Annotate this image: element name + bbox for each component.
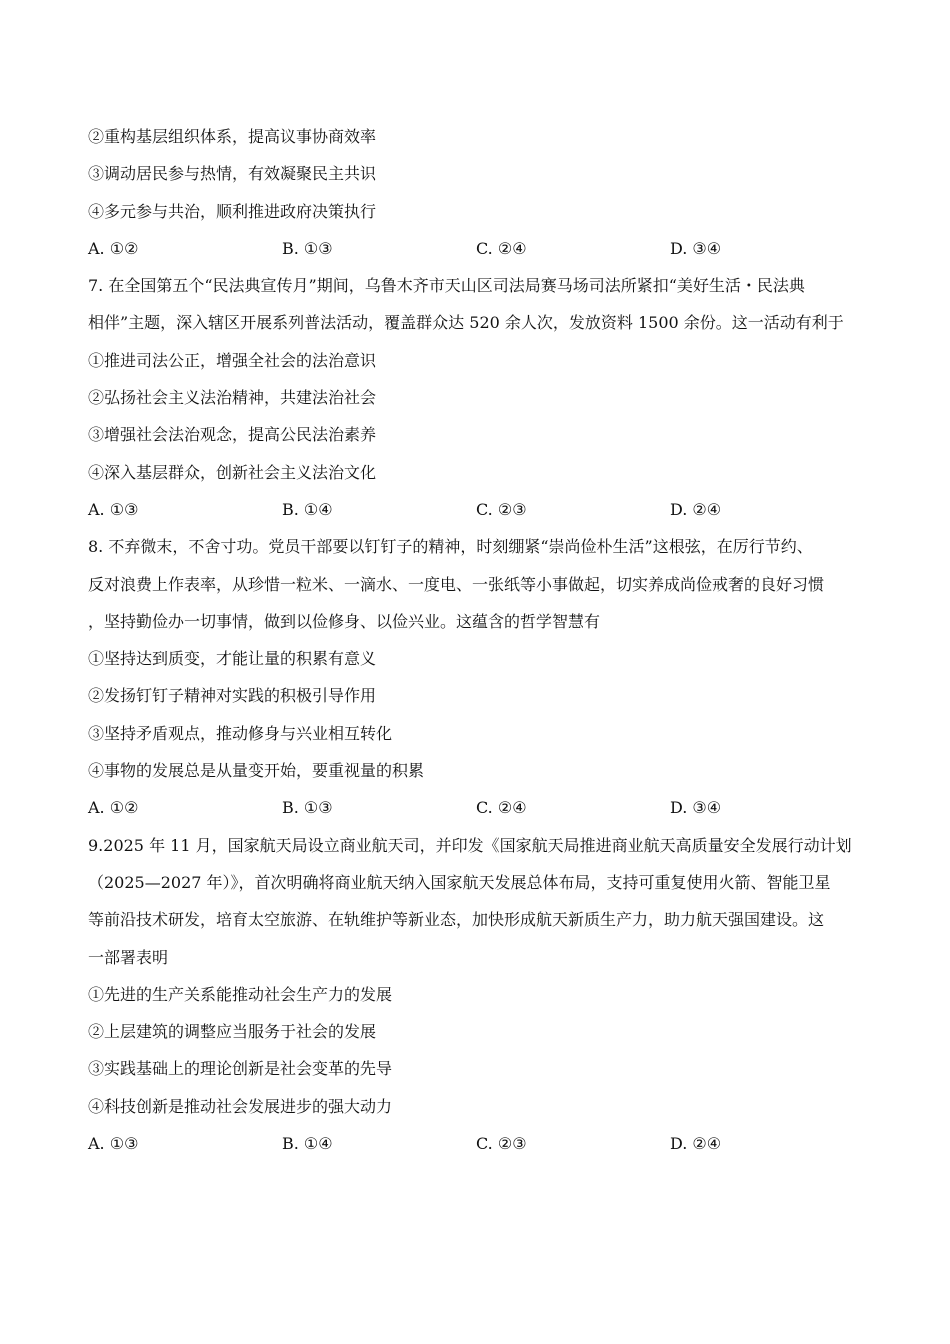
q9-item-4: ④科技创新是推动社会发展进步的强大动力 [88,1096,393,1116]
q8-option-b: B. ①③ [282,798,333,818]
q8-options [88,789,878,826]
q9-item-1: ①先进的生产关系能推动社会生产力的发展 [88,984,393,1004]
question-8 [88,528,878,826]
q8-item-1: ①坚持达到质变，才能让量的积累有意义 [88,649,377,669]
q8-item-2: ②发扬钉钉子精神对实践的积极引导作用 [88,686,377,706]
q9-option-c: C. ②③ [476,1134,527,1154]
q6-option-c: C. ②④ [476,238,527,258]
q9-stem-line-2: （2025—2027 年）》，首次明确将商业航天纳入国家航天发展总体布局，支持可重复使用火箭、智能卫星 [88,872,831,892]
q8-option-a: A. ①② [88,798,139,818]
q6-options [88,230,878,267]
q6-item-4: ④多元参与共治，顺利推进政府决策执行 [88,201,377,221]
q8-option-c: C. ②④ [476,798,527,818]
q8-option-d: D. ③④ [670,798,722,818]
q7-option-b: B. ①④ [282,499,333,519]
q8-stem-line-2: 反对浪费上作表率，从珍惜一粒米、一滴水、一度电、一张纸等小事做起，切实养成尚俭戒奢的良好习惯 [88,574,825,594]
q8-item-3: ③坚持矛盾观点，推动修身与兴业相互转化 [88,723,393,743]
exam-page [88,118,878,1162]
q7-option-a: A. ①③ [88,499,139,519]
q7-item-3: ③增强社会法治观念，提高公民法治素养 [88,425,377,445]
question-9 [88,827,878,1163]
q9-stem-line-4: 一部署表明 [88,947,169,967]
q7-stem-line-1: 7. 在全国第五个“民法典宣传月”期间，乌鲁木齐市天山区司法局赛马场司法所紧扣“美好生活・民法典 [88,276,805,296]
q6-item-3: ③调动居民参与热情，有效凝聚民主共识 [88,164,377,184]
q8-stem-line-1: 8. 不弃微末，不舍寸功。党员干部要以钉钉子的精神，时刻绷紧“崇尚俭朴生活”这根弦，在厉行节约、 [88,537,813,557]
q6-option-b: B. ①③ [282,238,333,258]
q9-stem-line-1: 9.2025 年 11 月，国家航天局设立商业航天司，并印发《国家航天局推进商业航天高质量安全发展行动计划 [88,835,852,855]
q6-item-2: ②重构基层组织体系，提高议事协商效率 [88,127,377,146]
q9-options [88,1125,878,1162]
q6-option-a: A. ①② [88,238,139,258]
question-7 [88,267,878,528]
q7-stem-line-2: 相伴”主题，深入辖区开展系列普法活动，覆盖群众达 520 余人次，发放资料 1500 余份。这一活动有利于 [88,313,844,333]
q8-stem-line-3: ，坚持勤俭办一切事情，做到以俭修身、以俭兴业。这蕴含的哲学智慧有 [88,611,601,631]
q7-option-c: C. ②③ [476,499,527,519]
q7-item-2: ②弘扬社会主义法治精神，共建法治社会 [88,388,377,408]
q9-item-3: ③实践基础上的理论创新是社会变革的先导 [88,1059,393,1079]
q9-option-b: B. ①④ [282,1134,333,1154]
q7-options [88,491,878,528]
q9-stem-line-3: 等前沿技术研发，培育太空旅游、在轨维护等新业态，加快形成航天新质生产力，助力航天强国建设。这 [88,910,825,930]
q7-item-1: ①推进司法公正，增强全社会的法治意识 [88,350,377,370]
q6-option-d: D. ③④ [670,238,722,258]
q9-option-a: A. ①③ [88,1134,139,1154]
q9-item-2: ②上层建筑的调整应当服务于社会的发展 [88,1022,377,1042]
question-6 [88,118,878,267]
q7-option-d: D. ②④ [670,499,722,519]
q9-option-d: D. ②④ [670,1134,722,1154]
q7-item-4: ④深入基层群众，创新社会主义法治文化 [88,462,377,482]
q8-item-4: ④事物的发展总是从量变开始，要重视量的积累 [88,761,425,781]
